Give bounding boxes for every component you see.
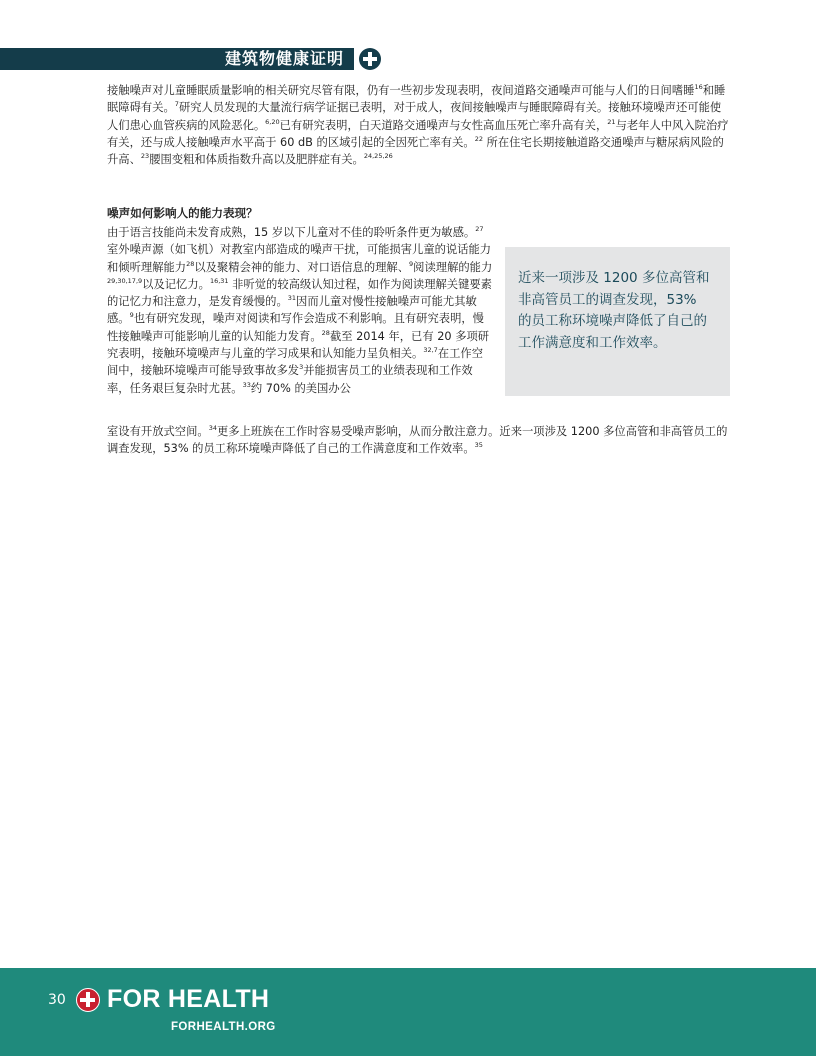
text-run: 因而儿童对慢性接触噪声可能尤其敏感。 bbox=[107, 295, 477, 326]
plus-cross-icon bbox=[359, 48, 381, 70]
citation-superscript: 9 bbox=[409, 259, 414, 268]
citation-superscript: 28 bbox=[186, 259, 195, 268]
text-run: 研究人员发现的大量流行病学证据已表明，对于成人，夜间接触噪声与睡眠障碍有关。接触环境噪声还可能使人们患心血管疾病的风险恶化。 bbox=[107, 101, 722, 132]
text-run: 在工作空间中，接触环境噪声可能导致事故多发 bbox=[107, 347, 484, 378]
citation-superscript: 35 bbox=[474, 441, 483, 450]
citation-superscript: 27 bbox=[475, 225, 484, 234]
page-section-title: 建筑物健康证明 bbox=[224, 49, 344, 68]
text-run: 与老年人中风入院治疗有关，还与成人接触噪声水平高于 60 dB 的区域引起的全因死亡率有关。 bbox=[107, 118, 729, 149]
citation-superscript: 16,31 bbox=[209, 277, 229, 286]
citation-superscript: 31 bbox=[287, 294, 297, 303]
citation-superscript: 22 bbox=[474, 135, 483, 144]
paragraph-office-noise bbox=[107, 423, 729, 458]
citation-superscript: 33 bbox=[242, 380, 251, 389]
footer-bar bbox=[0, 968, 816, 1056]
citation-superscript: 3 bbox=[299, 363, 304, 372]
text-run: 由于语言技能尚未发育成熟，15 岁以下儿童对不佳的聆听条件更为敏感。 bbox=[107, 226, 476, 239]
plus-bar-vertical bbox=[368, 52, 372, 66]
brand-name: FOR HEALTH bbox=[107, 985, 270, 1013]
text-run: 并能损害员工的业绩表现和工作效率，任务艰巨复杂时尤甚。 bbox=[107, 364, 473, 395]
citation-superscript: 16 bbox=[694, 83, 703, 92]
page-number: 30 bbox=[48, 992, 66, 1008]
text-run: 以及聚精会神的能力、对口语信息的理解、 bbox=[194, 260, 410, 274]
text-run: 阅读理解的能力 bbox=[413, 260, 493, 274]
citation-superscript: 29,30,17,9 bbox=[107, 277, 143, 286]
citation-superscript: 28 bbox=[321, 329, 330, 338]
text-run: 所在住宅长期接触道路交通噪声与糖尿病风险的升高、 bbox=[107, 135, 724, 167]
logo-cross-vertical bbox=[86, 992, 90, 1007]
brand-url[interactable]: FORHEALTH.ORG bbox=[171, 1021, 276, 1033]
text-run: 更多上班族在工作时容易受噪声影响，从而分散注意力。近来一项涉及 1200 多位高管和非高管员工的调查发现，53% 的员工称环境噪声降低了自己的工作满意度和工作效率。 bbox=[107, 425, 728, 456]
citation-superscript: 23 bbox=[140, 152, 150, 161]
text-run: 室设有开放式空间。 bbox=[107, 425, 209, 438]
text-run: 约 70% 的美国办公 bbox=[250, 381, 351, 395]
citation-superscript: 6,20 bbox=[265, 117, 280, 126]
section-heading-performance: 噪声如何影响人的能力表现？ bbox=[107, 206, 258, 220]
citation-superscript: 9 bbox=[129, 311, 134, 320]
citation-superscript: 21 bbox=[607, 117, 616, 126]
text-run: 非听觉的较高级认知过程，如作为阅读理解关键要素的记忆力和注意力，是发育缓慢的。 bbox=[107, 277, 492, 309]
pull-quote-box bbox=[505, 247, 730, 396]
text-run: 和睡眠障碍有关。 bbox=[107, 84, 726, 115]
text-run: 室外噪声源（如飞机）对教室内部造成的噪声干扰，可能损害儿童的说话能力和倾听理解能力 bbox=[107, 243, 492, 274]
citation-superscript: 34 bbox=[208, 424, 217, 433]
pull-quote-text: 近来一项涉及 1200 多位高管和非高管员工的调查发现，53% 的员工称环境噪声降低了自己的工作满意度和工作效率。 bbox=[518, 270, 710, 351]
paragraph-performance bbox=[107, 224, 493, 397]
red-cross-logo-icon bbox=[76, 988, 100, 1012]
text-run: 已有研究表明，白天道路交通噪声与女性高血压死亡率升高有关， bbox=[279, 118, 608, 132]
citation-superscript: 32,7 bbox=[423, 346, 438, 355]
citation-superscript: 24,25,26 bbox=[363, 152, 393, 161]
text-run: 也有研究发现，噪声对阅读和写作会造成不利影响。且有研究表明，慢性接触噪声可能影响儿童的认知能力发育。 bbox=[107, 312, 484, 343]
text-run: 接触噪声对儿童睡眠质量影响的相关研究尽管有限，仍有一些初步发现表明，夜间道路交通噪声可能与人们的日间嗜睡 bbox=[107, 84, 695, 97]
text-run: 截至 2014 年，已有 20 多项研究表明，接触环境噪声与儿童的学习成果和认知能力呈负相关。 bbox=[107, 329, 490, 361]
text-run: 腰围变粗和体质指数升高以及肥胖症有关。 bbox=[149, 153, 364, 167]
citation-superscript: 7 bbox=[174, 100, 179, 109]
paragraph-sleep-health bbox=[107, 82, 729, 168]
text-run: 以及记忆力。 bbox=[142, 277, 210, 291]
header-bar bbox=[0, 48, 354, 70]
